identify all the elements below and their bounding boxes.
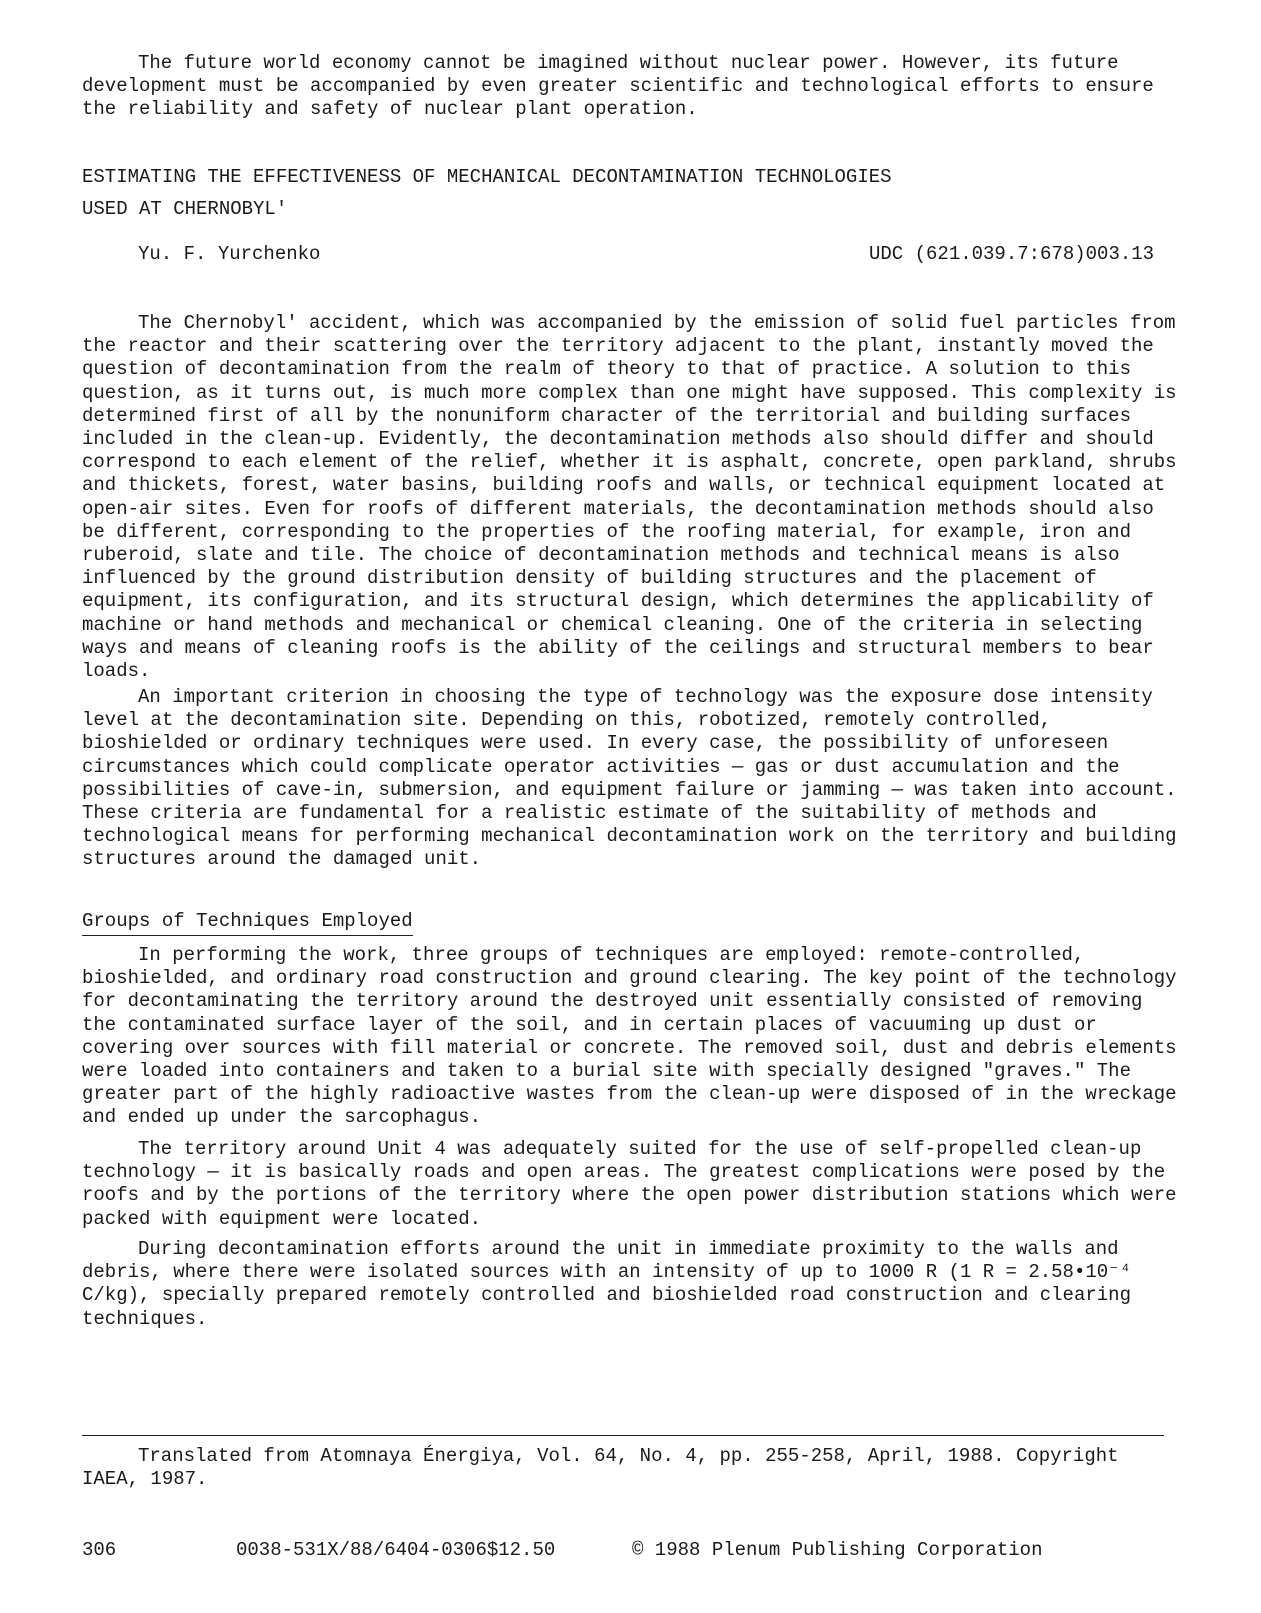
footnote-block (82, 1445, 1182, 1491)
footnote-divider (82, 1435, 1164, 1436)
section-paragraph-3-block (82, 1238, 1182, 1331)
section-paragraph: The territory around Unit 4 was adequately suited for the use of self-propelled clean-up technology — it is basically roads and open areas. The greatest complications were posed by the roofs and by the portions of the territory where the open power distribution stations which were packed with equipment were located. (82, 1138, 1177, 1230)
publisher-copyright: © 1988 Plenum Publishing Corporation (632, 1539, 1043, 1561)
udc-code: UDC (621.039.7:678)003.13 (869, 243, 1155, 265)
body-paragraph: The Chernobyl' accident, which was accompanied by the emission of solid fuel particles from the reactor and their scattering over the territory adjacent to the plant, instantly moved the question of decontamination from the realm of theory to that of practice. A solution to this question, as it turns out, is much more complex than one might have supposed. This complexity is determined first of all by the nonuniform character of the territorial and building surfaces included in the clean-up. Evidently, the decontamination methods also should differ and should correspond to each element of the relief, whether it is asphalt, concrete, open parkland, shrubs and thickets, forest, water basins, building roofs and walls, or technical equipment located at open-air sites. Even for roofs of different materials, the decontamination methods should also be different, corresponding to the properties of the roofing material, for example, iron and ruberoid, slate and tile. The choice of decontamination methods and technical means is also influenced by the ground distribution density of building structures and the placement of equipment, its configuration, and its structural design, which determines the applicability of machine or hand methods and mechanical or chemical cleaning. One of the criteria in selecting ways and means of cleaning roofs is the ability of the ceilings and structural members to bear loads. (82, 312, 1177, 683)
section-paragraph: During decontamination efforts around the unit in immediate proximity to the walls and debris, where there were isolated sources with an intensity of up to 1000 R (1 R = 2.58•10⁻⁴ C/kg), specially prepared remotely controlled and bioshielded road construction and clearing techniques. (82, 1238, 1132, 1330)
body-paragraph-1-block (82, 312, 1182, 683)
section-paragraph-1-block (82, 944, 1182, 1130)
intro-paragraph: The future world economy cannot be imagined without nuclear power. However, its future development must be accompanied by even greater scientific and technological efforts to ensure the reliability and safety of nuclear plant operation. (82, 52, 1154, 121)
body-paragraph-2-block (82, 686, 1182, 872)
author: Yu. F. Yurchenko (138, 243, 321, 265)
body-paragraph: An important criterion in choosing the type of technology was the exposure dose intensity level at the decontamination site. Depending on this, robotized, remotely controlled, bioshielded or ordinary techniques were used. In every case, the possibility of unforeseen circumstances which could complicate operator activities — gas or dust accumulation and the possibilities of cave-in, submersion, and equipment failure or jamming — was taken into account. These criteria are fundamental for a realistic estimate of the suitability of methods and technological means for performing mechanical decontamination work on the territory and building structures around the damaged unit. (82, 686, 1177, 871)
intro-block (82, 52, 1182, 122)
section-heading: Groups of Techniques Employed (82, 910, 413, 936)
page-number: 306 (82, 1539, 117, 1561)
article-title-line-1: ESTIMATING THE EFFECTIVENESS OF MECHANICAL DECONTAMINATION TECHNOLOGIES (82, 166, 892, 188)
article-title-line-2: USED AT CHERNOBYL' (82, 198, 288, 220)
footnote: Translated from Atomnaya Énergiya, Vol. 64, No. 4, pp. 255-258, April, 1988. Copyright IAEA, 1987. (82, 1445, 1119, 1491)
section-paragraph: In performing the work, three groups of techniques are employed: remote-controlled, bioshielded, and ordinary road construction and ground clearing. The key point of the technology for decontaminating the territory around the destroyed unit essentially consisted of removing the contaminated surface layer of the soil, and in certain places of vacuuming up dust or covering over sources with fill material or concrete. The removed soil, dust and debris elements were loaded into containers and taken to a burial site with specially designed "graves." The greater part of the highly radioactive wastes from the clean-up were disposed of in the wreckage and ended up under the sarcophagus. (82, 944, 1177, 1129)
section-paragraph-2-block (82, 1138, 1182, 1231)
article-code: 0038-531X/88/6404-0306$12.50 (236, 1539, 556, 1561)
